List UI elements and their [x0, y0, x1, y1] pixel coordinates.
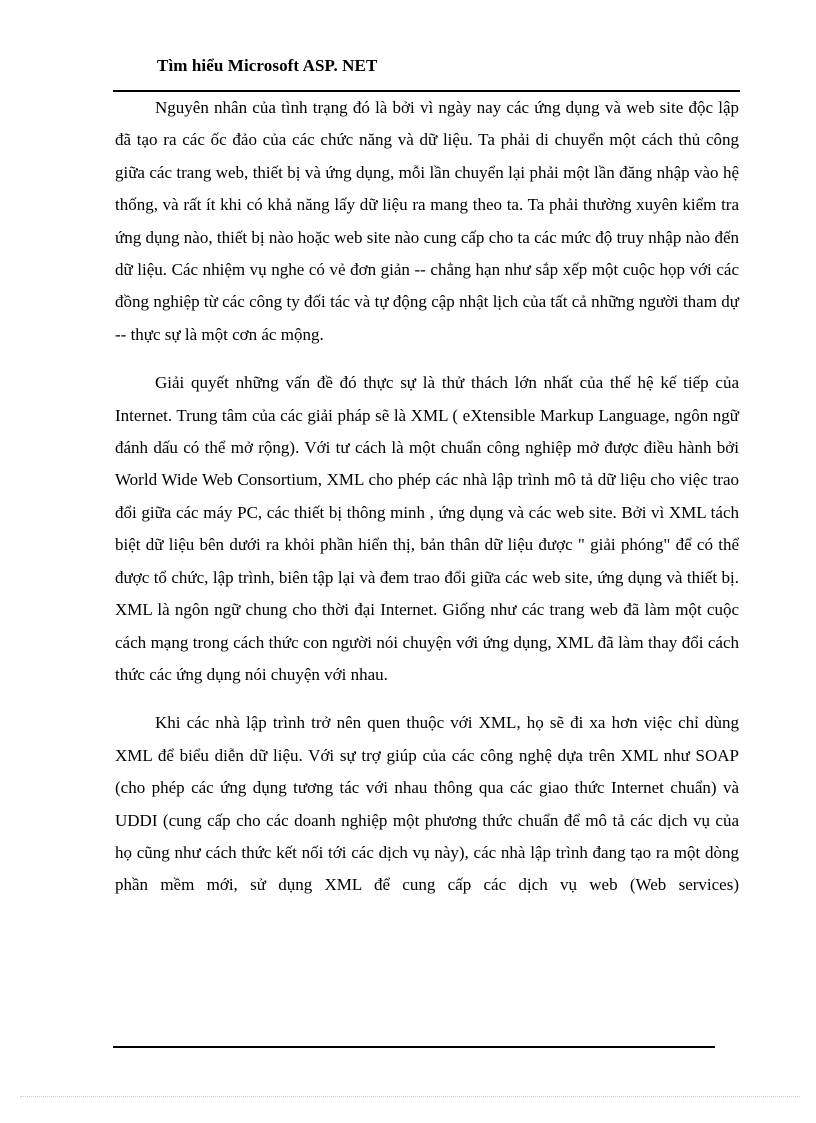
body-text — [115, 92, 739, 902]
footer-divider — [113, 1046, 715, 1048]
paragraph-1: Nguyên nhân của tình trạng đó là bởi vì ngày nay các ứng dụng và web site độc lập đã tạo ra các ốc đảo của các chức năng và dữ liệu. Ta phải di chuyển một cách thủ công giữa các trang web, thiết bị và ứng dụng, mỗi lần chuyển lại phải một lần đăng nhập vào hệ thống, và rất ít khi có khả năng lấy dữ liệu ra mang theo ta. Ta phải thường xuyên kiểm tra ứng dụng nào, thiết bị nào hoặc web site nào cung cấp cho ta các mức độ truy nhập nào đến dữ liệu. Các nhiệm vụ nghe có vẻ đơn giản -- chẳng hạn như sắp xếp một cuộc họp với các đồng nghiệp từ các công ty đối tác và tự động cập nhật lịch của tất cả những người tham dự -- thực sự là một cơn ác mộng. — [115, 98, 739, 344]
page-bottom-edge — [20, 1096, 800, 1097]
page-header-title: Tìm hiểu Microsoft ASP. NET — [157, 56, 378, 75]
paragraph-2: Giải quyết những vấn đề đó thực sự là thử thách lớn nhất của thế hệ kế tiếp của Internet. Trung tâm của các giải pháp sẽ là XML ( eXtensible Markup Language, ngôn ngữ đánh dấu có thể mở rộng). Với tư cách là một chuẩn công nghiệp mở được điều hành bởi World Wide Web Consortium, XML cho phép các nhà lập trình mô tả dữ liệu cho việc trao đổi giữa các máy PC, các thiết bị thông minh , ứng dụng và các web site. Bởi vì XML tách biệt dữ liệu bên dưới ra khỏi phần hiển thị, bản thân dữ liệu được " giải phóng" để có thể được tổ chức, lập trình, biên tập lại và đem trao đổi giữa các web site, ứng dụng và thiết bị. XML là ngôn ngữ chung cho thời đại Internet. Giống như các trang web đã làm một cuộc cách mạng trong cách thức con người nói chuyện với ứng dụng, XML đã làm thay đổi cách thức các ứng dụng nói chuyện với nhau. — [115, 373, 739, 684]
paragraph-3: Khi các nhà lập trình trở nên quen thuộc với XML, họ sẽ đi xa hơn việc chỉ dùng XML để biểu diễn dữ liệu. Với sự trợ giúp của các công nghệ dựa trên XML như SOAP (cho phép các ứng dụng tương tác với nhau thông qua các giao thức Internet chuẩn) và UDDI (cung cấp cho các doanh nghiệp một phương thức chuẩn để mô tả các dịch vụ của họ cũng như cách thức kết nối tới các dịch vụ này), các nhà lập trình đang tạo ra một dòng phần mềm mới, sử dụng XML để cung cấp các dịch vụ web (Web services) — [115, 713, 739, 895]
